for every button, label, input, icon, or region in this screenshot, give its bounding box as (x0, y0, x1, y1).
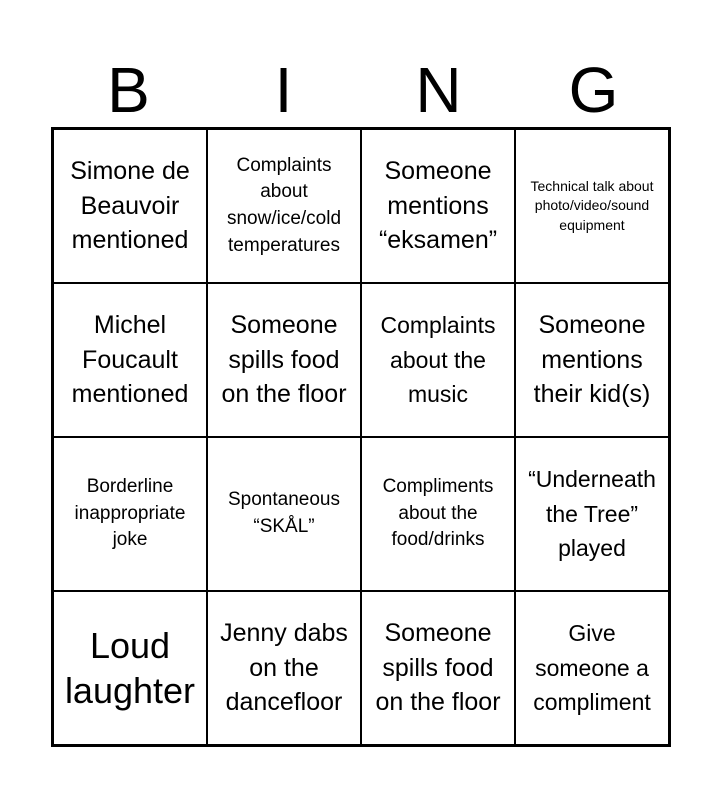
cell-label: Compliments about the food/drinks (382, 476, 494, 551)
cell-label: Someone mentions their kid(s) (533, 311, 651, 409)
bingo-cell[interactable] (361, 283, 515, 437)
bingo-cell[interactable] (207, 437, 361, 591)
bingo-cell[interactable] (361, 129, 515, 283)
bingo-cell[interactable] (361, 437, 515, 591)
bingo-cell[interactable] (207, 129, 361, 283)
bingo-cell[interactable] (53, 591, 207, 745)
cell-label: Technical talk about photo/video/sound equipment (530, 177, 654, 233)
bingo-cell[interactable] (53, 283, 207, 437)
header-letter-i: I (274, 54, 293, 126)
header-letter-n: N (415, 54, 462, 126)
header-letter-b: B (107, 54, 150, 126)
cell-label: Borderline inappropriate joke (74, 476, 186, 551)
cell-label: Spontaneous “SKÅL” (228, 489, 340, 537)
bingo-cell[interactable] (515, 129, 669, 283)
bingo-header (51, 52, 671, 128)
cell-label: Someone mentions “eksamen” (378, 157, 498, 255)
cell-label: Jenny dabs on the dancefloor (220, 619, 348, 717)
header-letter-g: G (568, 54, 619, 126)
bingo-cell[interactable] (207, 591, 361, 745)
cell-label: Complaints about the music (380, 312, 496, 408)
bingo-cell[interactable] (207, 283, 361, 437)
cell-label: Loud laughter (64, 625, 196, 711)
bingo-cell[interactable] (361, 591, 515, 745)
cell-label: Someone spills food on the floor (221, 311, 347, 409)
cell-label: Give someone a compliment (533, 620, 651, 716)
cell-label: Someone spills food on the floor (375, 619, 501, 717)
cell-label: Michel Foucault mentioned (71, 311, 189, 409)
bingo-cell[interactable] (53, 129, 207, 283)
bingo-cell[interactable] (515, 591, 669, 745)
cell-label: Simone de Beauvoir mentioned (70, 157, 190, 255)
bingo-cell[interactable] (515, 283, 669, 437)
bingo-cell[interactable] (53, 437, 207, 591)
bingo-cell[interactable] (515, 437, 669, 591)
cell-label: Complaints about snow/ice/cold temperatures (226, 154, 342, 256)
cell-label: “Underneath the Tree” played (528, 466, 656, 562)
bingo-grid (51, 127, 671, 747)
